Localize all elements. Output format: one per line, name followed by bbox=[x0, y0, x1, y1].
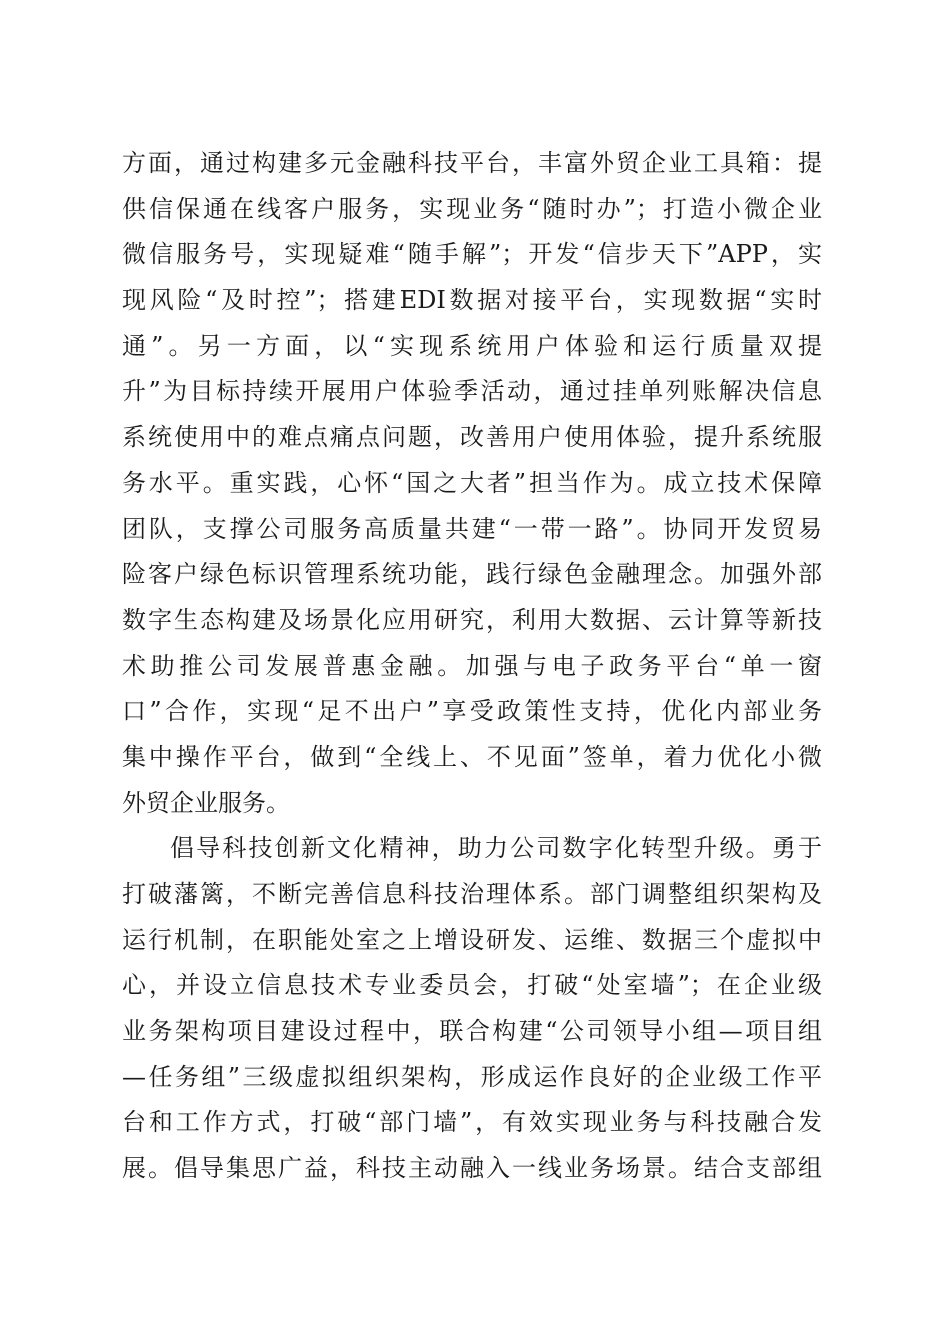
paragraph-2 bbox=[122, 826, 822, 1192]
text-line: 通”。另一方面，以“实现系统用户体验和运行质量双提 bbox=[122, 331, 822, 360]
text-line: 方面，通过构建多元金融科技平台，丰富外贸企业工具箱：提 bbox=[122, 149, 822, 177]
text-line: 集中操作平台，做到“全线上、不见面”签单，着力优化小微 bbox=[122, 742, 822, 771]
document-body bbox=[122, 141, 822, 1192]
text-line: 术助推公司发展普惠金融。加强与电子政务平台“单一窗 bbox=[122, 651, 822, 680]
text-line: 心，并设立信息技术专业委员会，打破“处室墙”；在企业级 bbox=[122, 971, 822, 1000]
text-line: 展。倡导集思广益，科技主动融入一线业务场景。结合支部组 bbox=[122, 1154, 822, 1183]
text-line: 现风险“及时控”；搭建EDI数据对接平台，实现数据“实时 bbox=[122, 286, 822, 315]
text-line: 团队，支撑公司服务高质量共建“一带一路”。协同开发贸易 bbox=[122, 514, 822, 543]
text-line: 数字生态构建及场景化应用研究，利用大数据、云计算等新技 bbox=[122, 605, 822, 634]
paragraph-1 bbox=[122, 141, 822, 826]
text-line: 外贸企业服务。 bbox=[122, 788, 290, 817]
text-line: 口”合作，实现“足不出户”享受政策性支持，优化内部业务 bbox=[122, 697, 822, 726]
text-line: 系统使用中的难点痛点问题，改善用户使用体验，提升系统服 bbox=[122, 423, 822, 452]
text-line: 供信保通在线客户服务，实现业务“随时办”；打造小微企业 bbox=[122, 194, 822, 223]
text-line: 务水平。重实践，心怀“国之大者”担当作为。成立技术保障 bbox=[122, 468, 822, 497]
text-line: —任务组”三级虚拟组织架构，形成运作良好的企业级工作平 bbox=[122, 1062, 822, 1091]
text-line: 倡导科技创新文化精神，助力公司数字化转型升级。勇于 bbox=[170, 834, 822, 863]
text-line: 升”为目标持续开展用户体验季活动，通过挂单列账解决信息 bbox=[122, 377, 822, 406]
text-line: 险客户绿色标识管理系统功能，践行绿色金融理念。加强外部 bbox=[122, 560, 822, 589]
text-line: 微信服务号，实现疑难“随手解”；开发“信步天下”APP，实 bbox=[122, 240, 822, 269]
text-line: 台和工作方式，打破“部门墙”，有效实现业务与科技融合发 bbox=[122, 1108, 822, 1137]
text-line: 打破藩篱，不断完善信息科技治理体系。部门调整组织架构及 bbox=[122, 880, 822, 908]
text-line: 业务架构项目建设过程中，联合构建“公司领导小组—项目组 bbox=[122, 1017, 822, 1046]
text-line: 运行机制，在职能处室之上增设研发、运维、数据三个虚拟中 bbox=[122, 925, 822, 954]
